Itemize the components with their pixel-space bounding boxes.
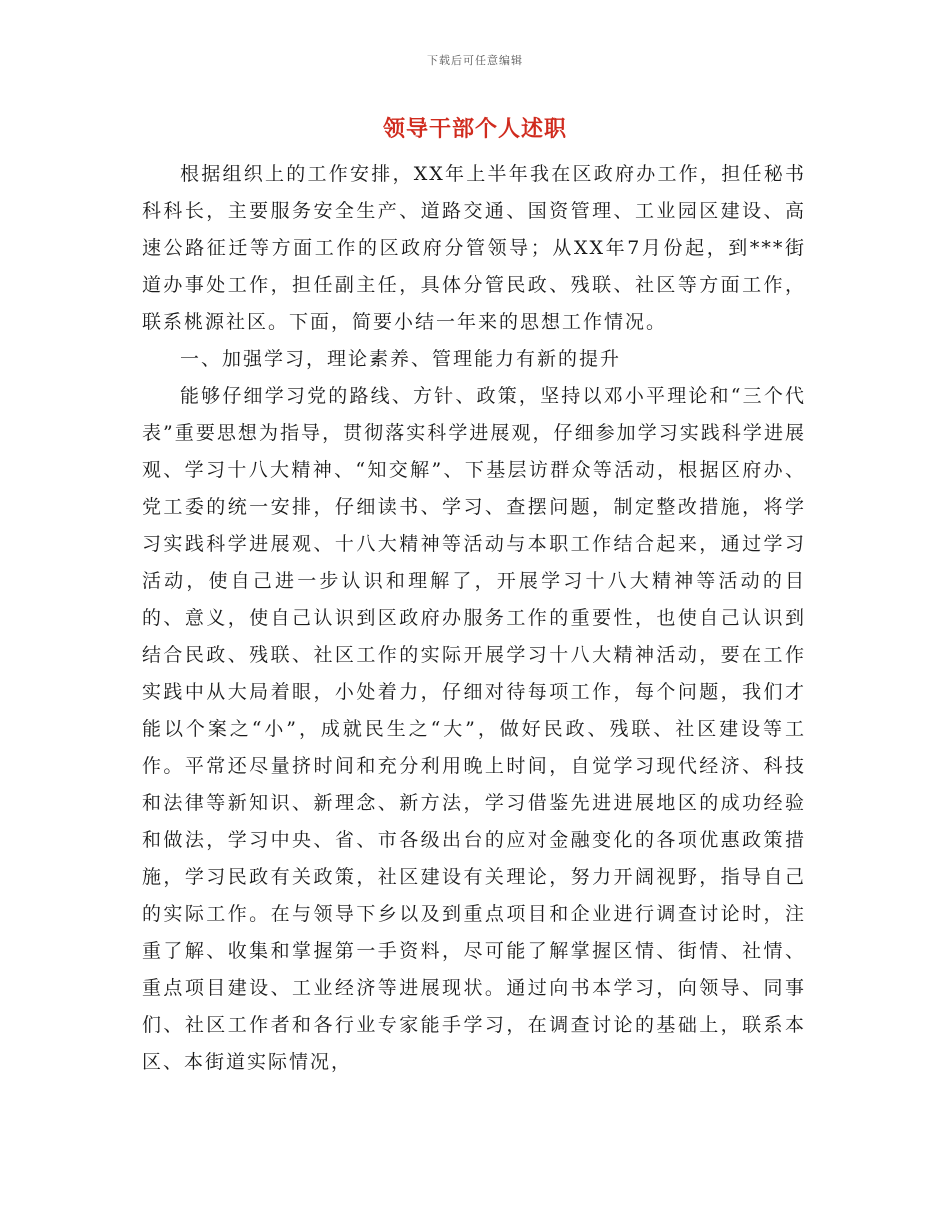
document-body: [142, 156, 806, 1081]
paragraph-section-1: 能够仔细学习党的路线、方针、政策，坚持以邓小平理论和“三个代表”重要思想为指导，贯彻落实科学进展观，仔细参加学习实践科学进展观、学习十八大精神、“知交解”、下基层访群众等活动，根据区府办、党工委的统一安排，仔细读书、学习、查摆问题，制定整改措施，将学习实践科学进展观、十八大精神等活动与本职工作结合起来，通过学习活动，使自己进一步认识和理解了，开展学习十八大精神等活动的目的、意义，使自己认识到区政府办服务工作的重要性，也使自己认识到结合民政、残联、社区工作的实际开展学习十八大精神活动，要在工作实践中从大局着眼，小处着力，仔细对待每项工作，每个问题，我们才能以个案之“小”，成就民生之“大”，做好民政、残联、社区建设等工作。平常还尽量挤时间和充分利用晚上时间，自觉学习现代经济、科技和法律等新知识、新理念、新方法，学习借鉴先进进展地区的成功经验和做法，学习中央、省、市各级出台的应对金融变化的各项优惠政策措施，学习民政有关政策，社区建设有关理论，努力开阔视野，指导自己的实际工作。在与领导下乡以及到重点项目和企业进行调查讨论时，注重了解、收集和掌握第一手资料，尽可能了解掌握区情、街情、社情、重点项目建设、工业经济等进展现状。通过向书本学习，向领导、同事们、社区工作者和各行业专家能手学习，在调查讨论的基础上，联系本区、本街道实际情况，: [142, 385, 806, 1073]
document-title: 领导干部个人述职: [382, 117, 567, 142]
section-heading-1: 一、加强学习，理论素养、管理能力有新的提升: [180, 348, 622, 370]
paragraph-intro: 根据组织上的工作安排，XX年上半年我在区政府办工作，担任秘书科科长，主要服务安全生产、道路交通、国资管理、工业园区建设、高速公路征迁等方面工作的区政府分管领导；从XX年7月份起，到***街道办事处工作，担任副主任，具体分管民政、残联、社区等方面工作，联系桃源社区。下面，简要小结一年来的思想工作情况。: [142, 163, 806, 333]
page-header-note: 下载后可任意编辑: [427, 54, 523, 67]
